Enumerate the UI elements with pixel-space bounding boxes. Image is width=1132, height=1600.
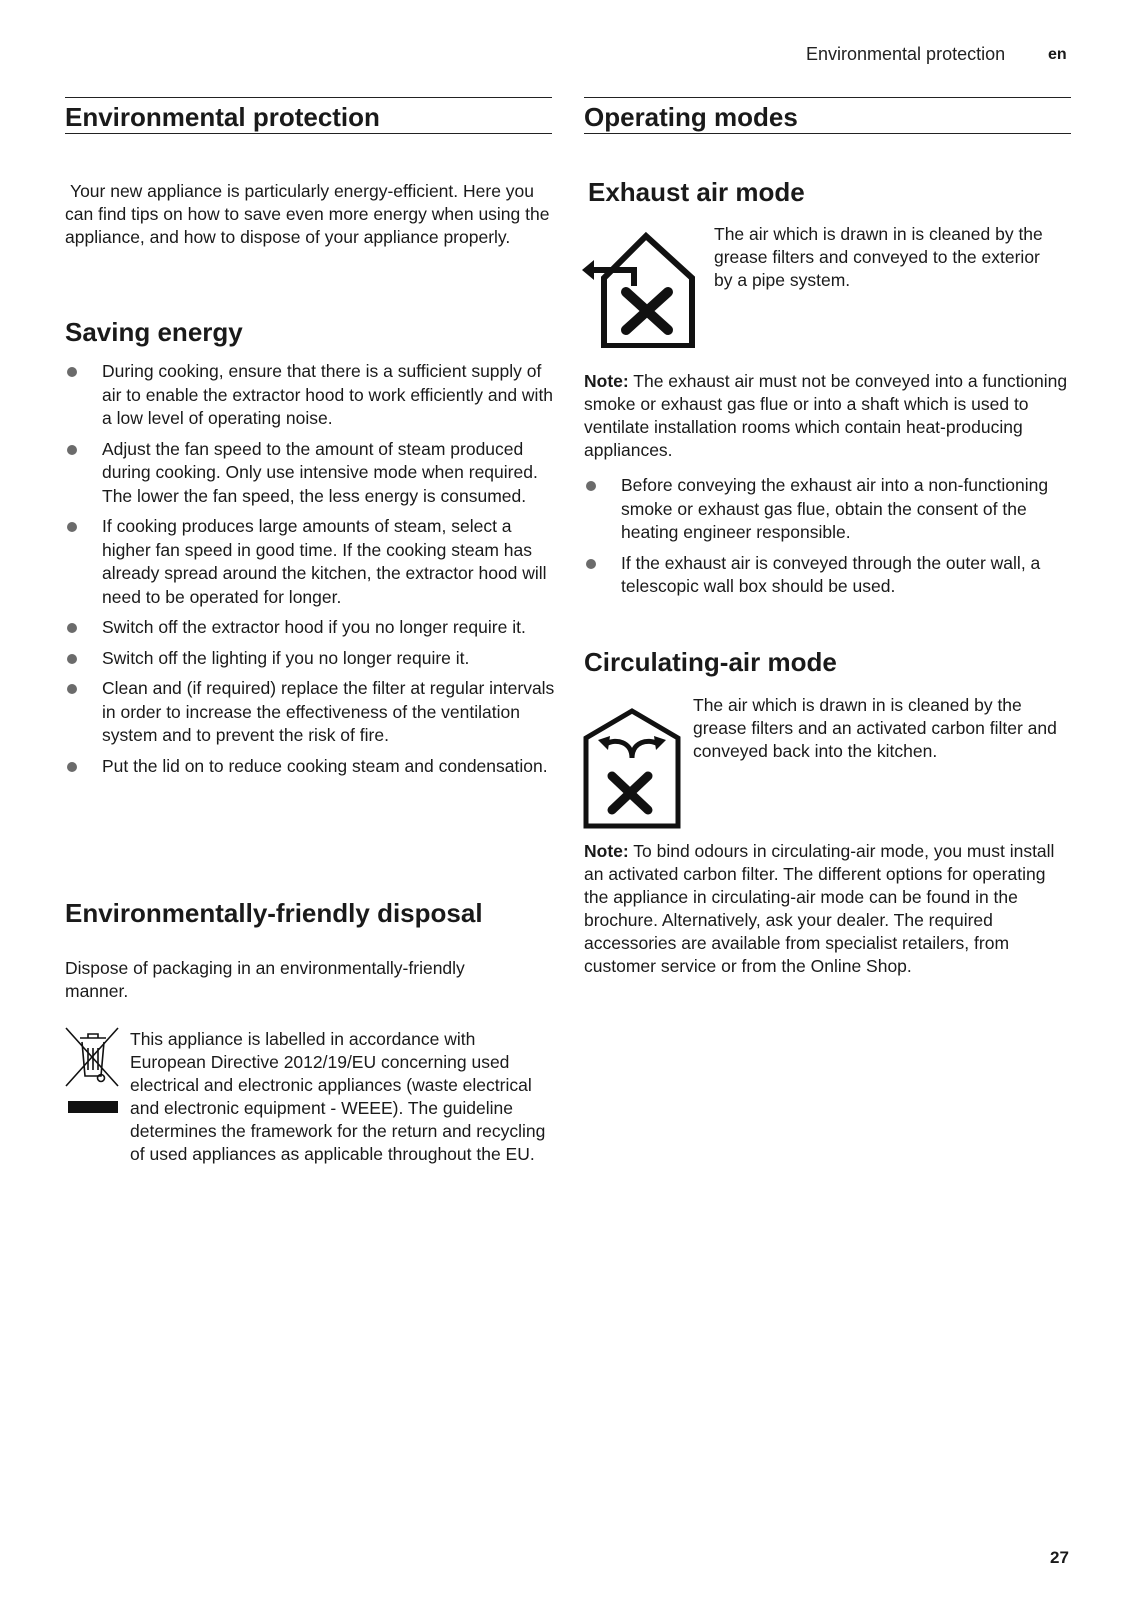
list-item: During cooking, ensure that there is a sufficient supply of air to enable the extractor hood to work efficiently and with a low level of operating noise. bbox=[65, 360, 555, 431]
note-label: Note: bbox=[584, 841, 629, 861]
note-text: To bind odours in circulating-air mode, you must install an activated carbon filter. The different options for operating the appliance in circulating-air mode can be found in the brochure. Alternatively, ask your dealer. The required accessories are available from specialist retailers, from customer service or from the Online Shop. bbox=[584, 841, 1055, 976]
disposal-paragraph: Dispose of packaging in an environmentally-friendly manner. bbox=[65, 958, 465, 1001]
saving-energy-heading: Saving energy bbox=[65, 317, 243, 347]
intro-paragraph: Your new appliance is particularly energy-efficient. Here you can find tips on how to save even more energy when using the appliance, and how to dispose of your appliance properly. bbox=[65, 181, 550, 247]
list-item: Switch off the extractor hood if you no longer require it. bbox=[65, 616, 555, 640]
list-item: Put the lid on to reduce cooking steam and condensation. bbox=[65, 755, 555, 779]
exhaust-air-heading: Exhaust air mode bbox=[588, 177, 805, 207]
exhaust-air-list bbox=[584, 474, 1074, 606]
exhaust-note bbox=[584, 370, 1074, 462]
note-label: Note: bbox=[584, 371, 629, 391]
crossed-out-wheelie-bin-icon bbox=[64, 1026, 120, 1090]
circulating-air-heading: Circulating-air mode bbox=[584, 647, 837, 677]
circulating-note bbox=[584, 840, 1074, 978]
language-code: en bbox=[1048, 46, 1067, 63]
list-item: Clean and (if required) replace the filter at regular intervals in order to increase the effectiveness of the ventilation system and to prevent the risk of fire. bbox=[65, 677, 555, 748]
note-text: The exhaust air must not be conveyed into a functioning smoke or exhaust gas flue or into a shaft which is used to ventilate installation rooms which contain heat-producing appliances. bbox=[584, 371, 1068, 460]
circulating-air-house-icon bbox=[582, 708, 682, 830]
list-item: Adjust the fan speed to the amount of steam produced during cooking. Only use intensive mode when required. The lower the fan speed, the less energy is consumed. bbox=[65, 438, 555, 509]
operating-modes-heading: Operating modes bbox=[584, 97, 1071, 134]
weee-bar bbox=[68, 1101, 118, 1113]
saving-energy-list bbox=[65, 360, 555, 785]
running-header-title: Environmental protection bbox=[806, 44, 1006, 64]
page-number: 27 bbox=[1050, 1548, 1069, 1567]
weee-paragraph: This appliance is labelled in accordance with European Directive 2012/19/EU concerning used electrical and electronic appliances (waste electrical and electronic equipment - WEEE). The guideline determines the framework for the return and recycling of used appliances as applicable throughout the EU. bbox=[130, 1029, 546, 1164]
env-protection-heading: Environmental protection bbox=[65, 97, 552, 134]
exhaust-air-house-icon bbox=[582, 228, 702, 348]
list-item: Switch off the lighting if you no longer require it. bbox=[65, 647, 555, 671]
circulating-air-paragraph: The air which is drawn in is cleaned by the grease filters and an activated carbon filter and conveyed back into the kitchen. bbox=[693, 695, 1057, 761]
list-item: If cooking produces large amounts of steam, select a higher fan speed in good time. If the cooking steam has already spread around the kitchen, the extractor hood will need to be operated for longer. bbox=[65, 515, 555, 609]
disposal-heading: Environmentally-friendly disposal bbox=[65, 898, 483, 928]
list-item: If the exhaust air is conveyed through the outer wall, a telescopic wall box should be used. bbox=[584, 552, 1074, 599]
list-item: Before conveying the exhaust air into a non-functioning smoke or exhaust gas flue, obtain the consent of the heating engineer responsible. bbox=[584, 474, 1074, 545]
exhaust-air-paragraph: The air which is drawn in is cleaned by the grease filters and conveyed to the exterior by a pipe system. bbox=[714, 224, 1043, 290]
